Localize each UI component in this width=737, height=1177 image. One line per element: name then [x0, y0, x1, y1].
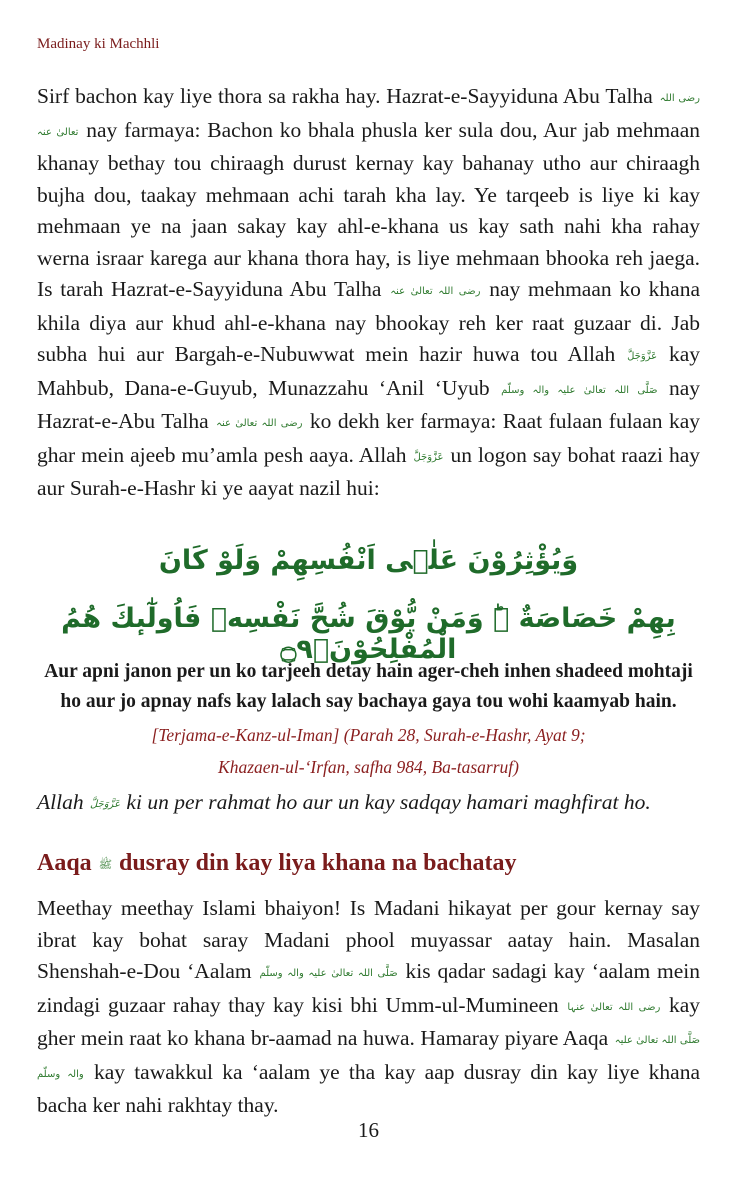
- honorific-radiallahu-anhu: رضی اللہ تعالیٰ عنہ: [390, 286, 481, 297]
- heading-text: Aaqa: [37, 850, 92, 876]
- para-text: nay Hazrat-e-Abu Talha: [37, 375, 700, 433]
- paragraph-story: [37, 81, 700, 505]
- page-number: 16: [358, 1118, 379, 1142]
- para-text: nay mehmaan ko khana khila diya aur khud ahl-e-khana nay bhookay reh ker raat guzaar di. Jab subha hui aur Bargah-e-Nubuwwat mein hazir huwa tou Allah: [37, 277, 701, 366]
- honorific-sallallahu: صَلَّی اللہ تعالیٰ علیہ والہ وسلّم: [259, 968, 398, 979]
- quran-ayah-line-1: وَيُؤْثِرُوْنَ عَلٰۤى اَنْفُسِهِمْ وَلَوْ كَانَ: [158, 545, 579, 576]
- para-text: nay farmaya: Bachon ko bhala phusla ker sula dou, Aur jab mehmaan khanay bethay tou chiraagh durust kernay kay bahanay utho aur chiraagh bujha dou, taakay mehmaan achi tarah kha lay. Ye tarqeeb is liye ki kay mehmaan ye na jaan sakay kay ahl-e-khana us kay sath nahi kha rahay werna israar karega aur khana thora hay, is liye mehmaan bhooka reh jaega. Is tarah Hazrat-e-Sayyiduna Abu Talha: [37, 117, 701, 301]
- dua-text: Allah: [37, 790, 84, 814]
- honorific-radiallahu-anha: رضی اللہ تعالیٰ عنہا: [567, 1001, 661, 1013]
- dua-line: [37, 790, 700, 815]
- reference-line: Khazaen-ul-‘Irfan, safha 984, Ba-tasarruf): [218, 757, 519, 777]
- para-text: un logon say bohat raazi hay aur Surah-e-Hashr ki ye aayat nazil hui:: [37, 442, 701, 500]
- para-text: kay Mahbub, Dana-e-Guyub, Munazzahu ‘Anil ‘Uyub: [37, 342, 701, 400]
- honorific-sallallahu: ﷺ: [98, 858, 112, 871]
- heading-text: dusray din kay liya khana na bachatay: [118, 850, 517, 876]
- para-text: kay tawakkul ka ‘aalam ye tha kay aap dusray din kay liye khana bacha ker nahi rakhtay thay.: [37, 1059, 700, 1117]
- quran-ayah-line-2: بِهِمْ خَصَاصَةٌ ۫ؕ وَمَنْ يُّوْقَ شُحَّ نَفْسِهٖ فَاُولٰٓىٕكَ هُمُ الْمُفْلِحُوْنَۚ۝۹: [61, 603, 676, 665]
- para-text: kay gher mein raat ko khana br-aamad na huwa. Hamaray piyare Aaqa: [37, 992, 700, 1050]
- honorific-sallallahu: صَلَّی اللہ تعالیٰ علیہ والہ وسلّم: [501, 384, 658, 396]
- honorific-azza-wa-jall: عَزَّوَجَلَّ: [627, 351, 658, 362]
- translation-line: Aur apni janon per un ko tarjeeh detay hain ager-cheh inhen shadeed mohtaji: [44, 661, 693, 682]
- running-header: Madinay ki Machhli: [37, 36, 160, 52]
- reference-line: [Terjama-e-Kanz-ul-Iman] (Parah 28, Surah-e-Hashr, Ayat 9;: [151, 725, 586, 745]
- dua-text: ki un per rahmat ho aur un kay sadqay hamari maghfirat ho.: [126, 790, 651, 814]
- honorific-radiallahu-anhu: رضی اللہ تعالیٰ عنہ: [216, 418, 303, 429]
- honorific-sallallahu: صَلَّی اللہ تعالیٰ علیہ والہ وسلّم: [37, 1035, 701, 1080]
- para-text: ko dekh ker farmaya: Raat fulaan fulaan kay ghar mein ajeeb mu’amla pesh aaya. Allah: [37, 409, 701, 467]
- honorific-azza-wa-jall: عَزَّوَجَلَّ: [413, 451, 444, 463]
- translation-line: ho aur jo apnay nafs kay lalach say bachaya gaya tou wohi kaamyab hain.: [60, 691, 677, 712]
- honorific-radiallahu-anhu: رضی اللہ تعالیٰ عنہ: [37, 93, 700, 138]
- para-text: Sirf bachon kay liye thora sa rakha hay. Hazrat-e-Sayyiduna Abu Talha: [37, 84, 653, 108]
- paragraph-lesson: [37, 893, 700, 1122]
- section-heading: [37, 850, 516, 877]
- para-text: kis qadar sadagi kay ‘aalam mein zindagi guzaar rahay thay kay kisi bhi Umm-ul-Mumineen: [37, 959, 701, 1017]
- ayah-reference: [37, 719, 700, 783]
- para-text: Meethay meethay Islami bhaiyon! Is Madani hikayat per gour kernay say ibrat kay bohat saray Madani phool muyassar aatay hain. Masalan Shenshah-e-Dou ‘Aalam: [37, 896, 700, 983]
- honorific-azza-wa-jall: عَزَّوَجَلَّ: [89, 799, 121, 810]
- ayah-translation: [37, 657, 700, 717]
